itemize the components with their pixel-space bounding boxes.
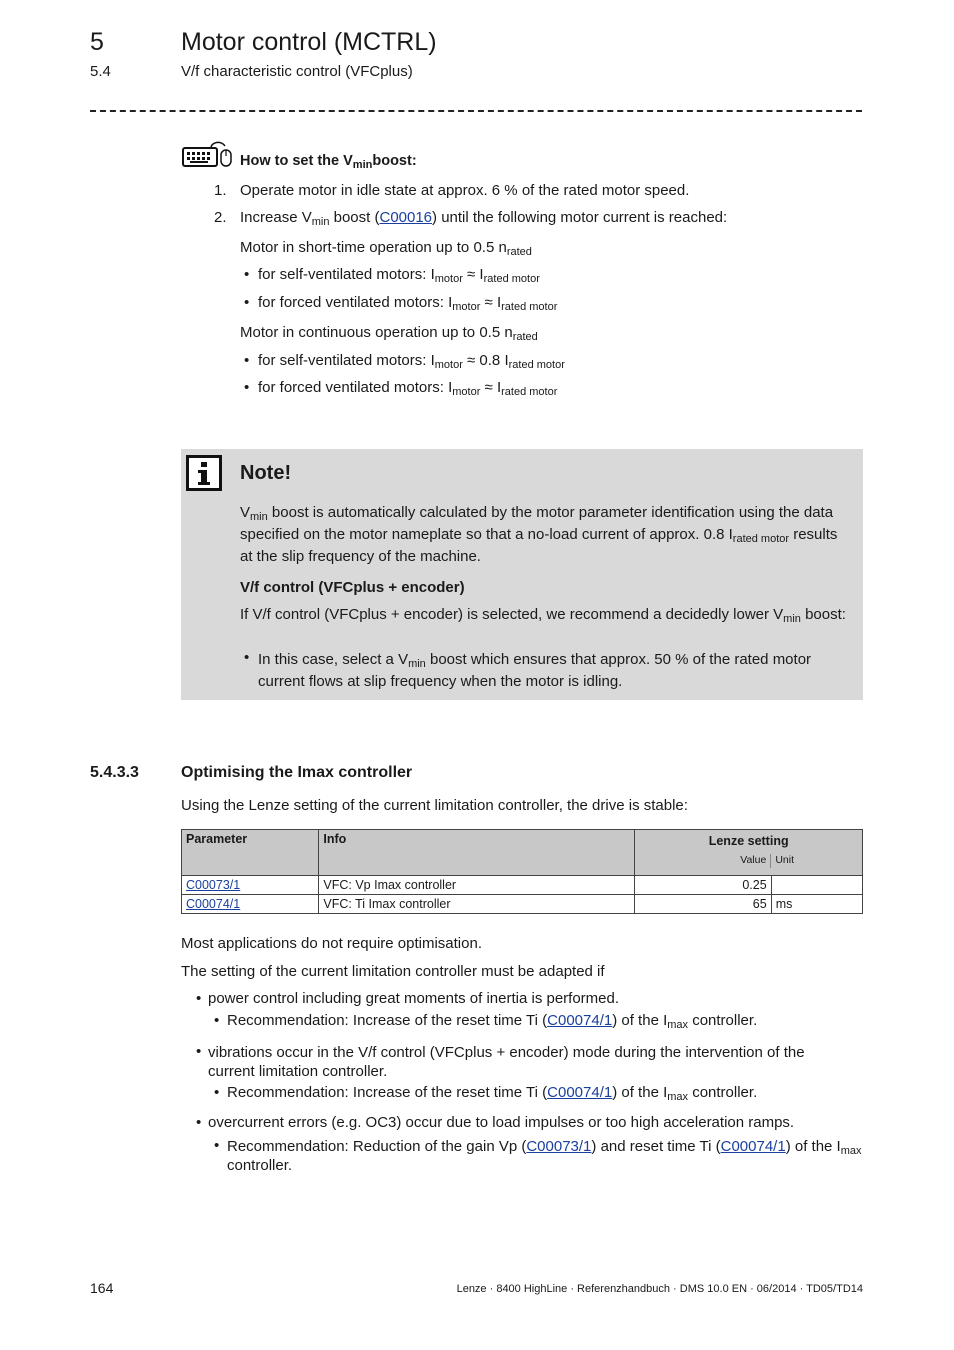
step-text: Increase $V_{min}$ boost (C00016) until the following motor current is reached:: [240, 209, 728, 228]
list-item: •: [196, 1043, 202, 1060]
value-subheader: Value: [635, 854, 771, 868]
unit-subheader: Unit: [775, 854, 794, 866]
value-cell: 65: [635, 895, 771, 914]
section-title: V/f characteristic control (VFCplus): [181, 63, 413, 80]
chapter-title: Motor control (MCTRL): [181, 28, 437, 56]
column-header-lenze: [635, 830, 863, 876]
section-number: 5.4: [90, 63, 111, 80]
howto-title: How to set the $V_{min}boost$:: [240, 153, 417, 171]
list-item: •: [244, 294, 250, 311]
note-paragraph: $V_{min}$ boost is automatically calculated by the motor parameter identification using the data specified on the motor nameplate so that a no-load current of approx. 0.8 $I_{rated motor}$ results at the slip frequency of the machine.: [240, 504, 838, 565]
parameter-link[interactable]: C00074/1: [720, 1138, 786, 1155]
lenze-setting-label: Lenze setting: [708, 834, 789, 848]
recommendation: Recommendation: Increase of the reset time Ti (C00074/1) of the $I_{max}$ controller.: [227, 1012, 758, 1031]
column-header-info: Info: [319, 830, 635, 876]
note-paragraph: If V/f control (VFCplus + encoder) is selected, we recommend a decidedly lower $V_{min}$ boost:: [240, 606, 846, 625]
note-bullet: In this case, select a $V_{min}$ boost which ensures that approx. 50 % of the rated motor current flows at slip frequency when the motor is idling.: [258, 651, 812, 690]
parameter-table: [181, 829, 863, 914]
subsection-title: Optimising the Imax controller: [181, 764, 413, 781]
recommendation: Recommendation: Reduction of the gain Vp (C00073/1) and reset time Ti (C00074/1) of the $I_{max}$ controller.: [227, 1138, 862, 1174]
list-item: •: [244, 352, 250, 369]
list-item: for forced ventilated motors: $I_{motor} \approx I_{rated motor}$: [258, 379, 558, 398]
list-item: •: [244, 266, 250, 283]
subsection-number: 5.4.3.3: [90, 764, 139, 781]
list-item: power control including great moments of inertia is performed.: [208, 990, 620, 1007]
list-item: •: [214, 1012, 220, 1029]
parameter-link[interactable]: C00016: [379, 209, 433, 226]
footer-meta: Lenze · 8400 HighLine · Referenzhandbuch · DMS 10.0 EN · 06/2014 · TD05/TD14: [456, 1283, 863, 1295]
list-item: •: [244, 379, 250, 396]
table-row: [182, 895, 863, 914]
list-item: •: [244, 649, 250, 666]
continuous-line: Motor in continuous operation up to 0.5 $n_{rated}$: [240, 324, 538, 343]
list-item: vibrations occur in the V/f control (VFCplus + encoder) mode during the intervention of the current limitation controller.: [208, 1044, 805, 1080]
parameter-link[interactable]: C00074/1: [547, 1012, 613, 1029]
list-item: overcurrent errors (e.g. OC3) occur due to load impulses or too high acceleration ramps.: [208, 1114, 795, 1131]
column-header-parameter: Parameter: [182, 830, 319, 876]
value-cell: 0.25: [635, 876, 771, 895]
info-icon: [186, 455, 222, 491]
parameter-link[interactable]: C00073/1: [526, 1138, 592, 1155]
list-item: for self-ventilated motors: $I_{motor} \approx I_{rated motor}$: [258, 266, 540, 285]
note-subheading: V/f control (VFCplus + encoder): [240, 579, 465, 596]
parameter-link[interactable]: C00074/1: [547, 1084, 613, 1101]
recommendation: Recommendation: Increase of the reset time Ti (C00074/1) of the $I_{max}$ controller.: [227, 1084, 758, 1103]
list-item: for forced ventilated motors: $I_{motor} \approx I_{rated motor}$: [258, 294, 558, 313]
list-item: for self-ventilated motors: $I_{motor} \approx 0.8$ $I_{rated motor}$: [258, 352, 565, 371]
header-divider: [90, 110, 862, 112]
list-item: •: [196, 990, 202, 1007]
chapter-number: 5: [90, 28, 104, 56]
list-item: •: [214, 1137, 220, 1154]
unit-cell: [771, 876, 862, 895]
parameter-link[interactable]: C00074/1: [186, 897, 241, 911]
info-cell: VFC: Vp Imax controller: [319, 876, 635, 895]
page-number: 164: [90, 1280, 114, 1296]
paragraph: The setting of the current limitation controller must be adapted if: [181, 963, 605, 980]
parameter-link[interactable]: C00073/1: [186, 878, 241, 892]
step-number: 2.: [214, 209, 227, 226]
table-row: [182, 876, 863, 895]
keyboard-mouse-icon: [181, 140, 235, 170]
step-text: Operate motor in idle state at approx. 6 % of the rated motor speed.: [240, 182, 690, 199]
info-cell: VFC: Ti Imax controller: [319, 895, 635, 914]
list-item: •: [214, 1084, 220, 1101]
paragraph: Most applications do not require optimisation.: [181, 935, 482, 952]
intro-text: Using the Lenze setting of the current limitation controller, the drive is stable:: [181, 797, 688, 814]
unit-cell: ms: [771, 895, 862, 914]
short-time-line: Motor in short-time operation up to 0.5 $n_{rated}$: [240, 239, 532, 258]
list-item: •: [196, 1114, 202, 1131]
note-title: Note!: [240, 462, 292, 484]
step-number: 1.: [214, 182, 227, 199]
